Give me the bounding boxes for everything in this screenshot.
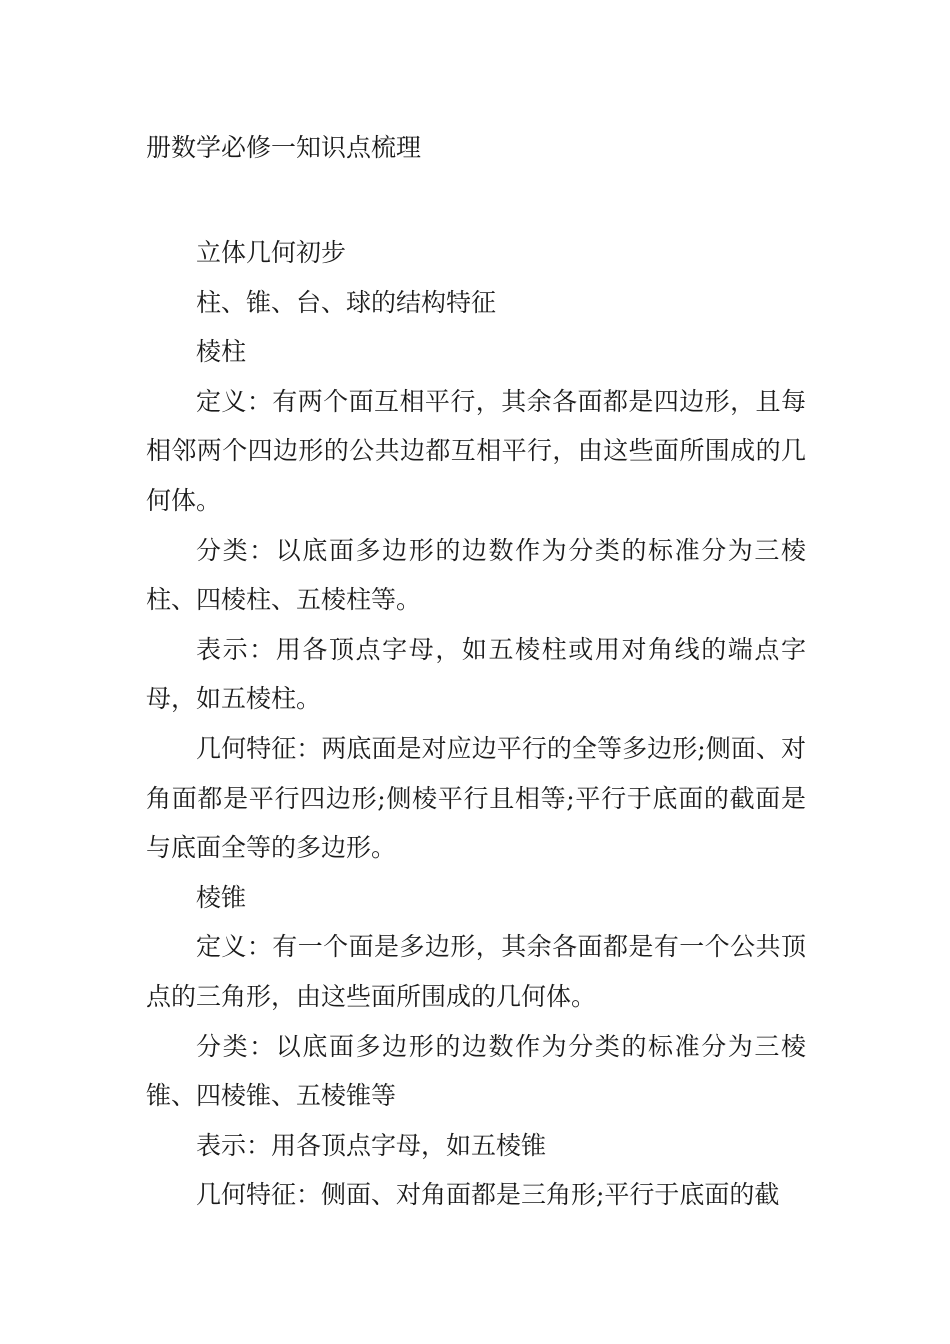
section-heading: 立体几何初步: [196, 238, 347, 267]
prism-definition: 定义：有两个面互相平行，其余各面都是四边形，且每相邻两个四边形的公共边都互相平行，由这些面所围成的几何体。: [146, 386, 806, 515]
pyramid-features: 几何特征：侧面、对角面都是三角形;平行于底面的截: [196, 1180, 780, 1210]
document-body: [146, 228, 806, 1220]
pyramid-notation: 表示：用各顶点字母，如五棱锥: [196, 1130, 547, 1160]
pyramid-classification: 分类：以底面多边形的边数作为分类的标准分为三棱锥、四棱锥、五棱锥等: [146, 1031, 806, 1111]
prism-classification: 分类：以底面多边形的边数作为分类的标准分为三棱柱、四棱柱、五棱柱等。: [146, 535, 806, 615]
prism-notation: 表示：用各顶点字母，如五棱柱或用对角线的端点字母，如五棱柱。: [146, 634, 806, 714]
subsection-heading: 柱、锥、台、球的结构特征: [196, 287, 497, 317]
prism-heading: 棱柱: [196, 337, 247, 367]
pyramid-heading: 棱锥: [196, 882, 247, 912]
document-title: 册数学必修一知识点梳理: [146, 133, 422, 162]
pyramid-definition: 定义：有一个面是多边形，其余各面都是有一个公共顶点的三角形，由这些面所围成的几何体。: [146, 932, 806, 1011]
prism-features: 几何特征：两底面是对应边平行的全等多边形;侧面、对角面都是平行四边形;侧棱平行且相等;平行于底面的截面是与底面全等的多边形。: [146, 733, 806, 863]
